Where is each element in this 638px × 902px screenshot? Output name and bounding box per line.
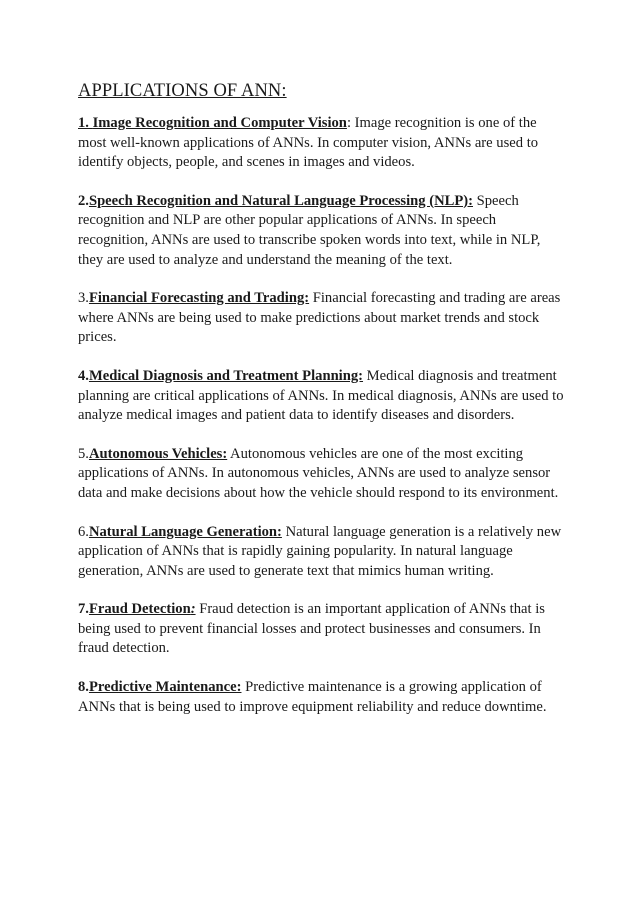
item-title: Predictive Maintenance: (88, 679, 242, 696)
item-title: Speech Recognition and Natural Language Processing (NLP): (88, 192, 473, 209)
item-text: Fraud detection is an important application of ANNs that is being used to prevent financial losses and protect businesses and consumers. In fraud detection. (78, 601, 545, 657)
item-text: Speech recognition and NLP are other popular applications of ANNs. In speech recognition, ANNs are used to transcribe spoken words into text, while in NLP, they are used to analyze and understand the meaning of the text. (78, 192, 541, 268)
document-body (78, 80, 564, 736)
item-text: Predictive maintenance is a growing application of ANNs that is being used to improve equipment reliability and reduce downtime. (78, 679, 547, 715)
list-item (78, 678, 564, 717)
item-text: Medical diagnosis and treatment planning are critical applications of ANNs. In medical diagnosis, ANNs are used to analyze medical images and patient data to identify diseases and disorders. (78, 367, 564, 424)
item-title (89, 601, 196, 617)
list-item (78, 289, 564, 348)
item-text: : Image recognition is one of the most well-known applications of ANNs. In computer vision, ANNs are used to identify objects, people, and scenes in images and videos. (78, 115, 539, 171)
item-number: 6. (78, 523, 89, 540)
list-item (78, 114, 564, 173)
list-item (78, 523, 564, 582)
list-item (78, 445, 564, 504)
item-number: 3. (78, 290, 89, 307)
item-number: 1. (78, 115, 93, 131)
item-title-text: Fraud Detection (88, 601, 191, 618)
list-item (78, 367, 564, 426)
item-text: Financial forecasting and trading are areas where ANNs are being used to make predictions about market trends and stock prices. (78, 290, 561, 346)
item-number: 2. (78, 192, 89, 209)
item-title-colon: : (190, 601, 196, 618)
item-title: Medical Diagnosis and Treatment Planning: (88, 367, 364, 384)
item-title: Autonomous Vehicles: (88, 445, 228, 462)
item-title: Natural Language Generation: (88, 523, 282, 540)
item-title: Financial Forecasting and Trading: (88, 290, 310, 307)
item-number: 8. (78, 679, 89, 696)
page-title: APPLICATIONS OF ANN: (78, 81, 287, 101)
list-item (78, 600, 564, 659)
item-number: 5. (78, 445, 89, 462)
list-item (78, 192, 564, 270)
item-number: 4. (78, 367, 89, 384)
item-text: Autonomous vehicles are one of the most exciting applications of ANNs. In autonomous vehicles, ANNs are used to analyze sensor data and make decisions about how the vehicle should respond to its environment. (78, 445, 559, 501)
item-title: Image Recognition and Computer Vision (92, 115, 347, 131)
item-text: Natural language generation is a relatively new application of ANNs that is rapidly gaining popularity. In natural language generation, ANNs are used to generate text that mimics human writing. (78, 523, 562, 579)
item-number: 7. (78, 601, 89, 618)
